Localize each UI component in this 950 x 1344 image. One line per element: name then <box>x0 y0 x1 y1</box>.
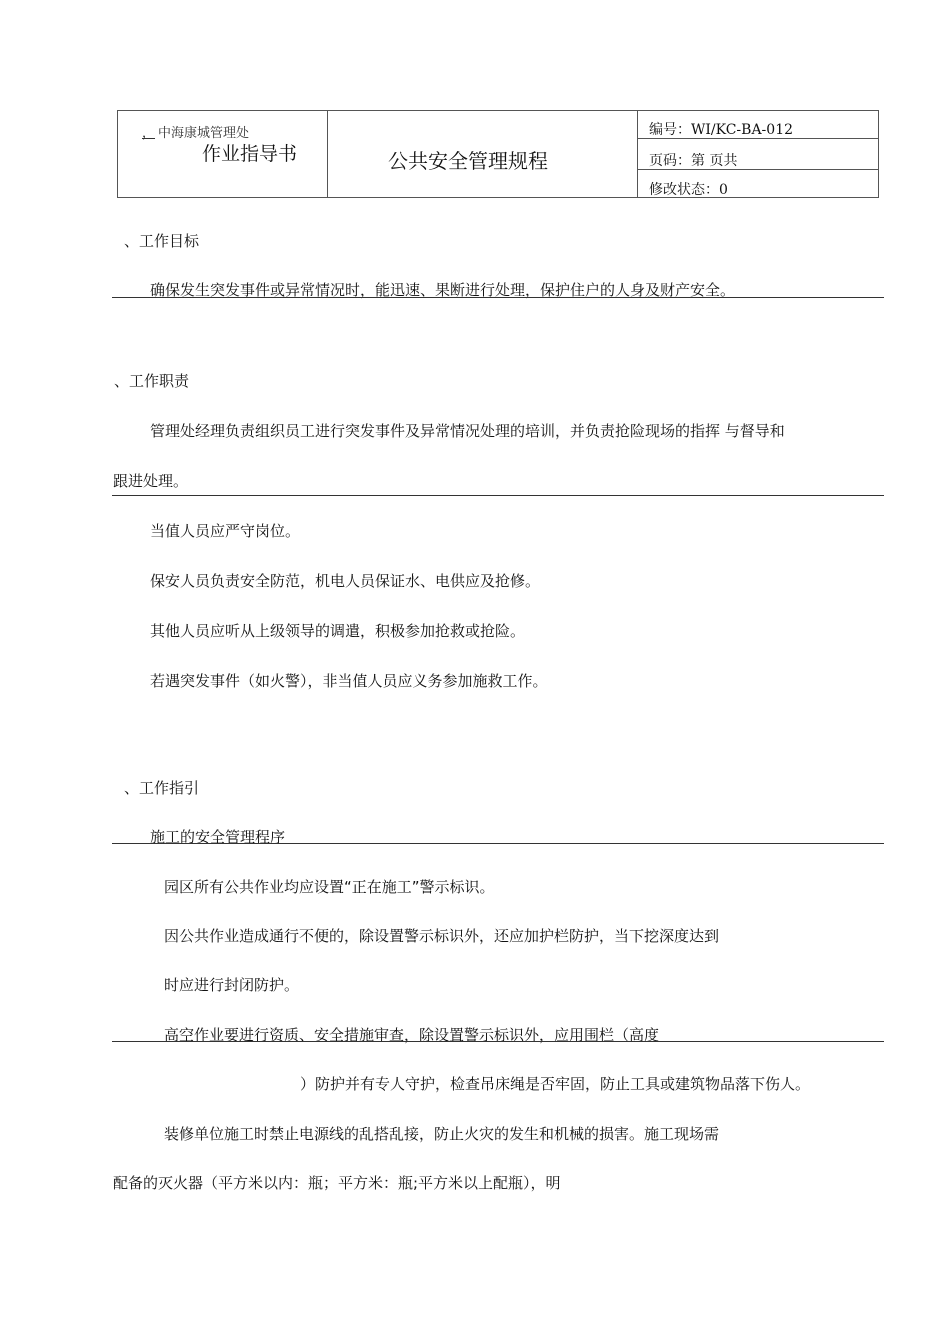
section-heading-duty: 、工作职责 <box>114 372 190 390</box>
duty-line-2: 跟进处理。 <box>113 472 189 490</box>
divider <box>112 297 884 298</box>
revision-row <box>638 170 878 198</box>
guide-paragraph-4b: 配备的灭火器（平方米以内：瓶；平方米：瓶;平方米以上配瓶），明 <box>113 1174 561 1192</box>
doc-number: 编号：WI/KC-BA-012 <box>649 122 794 138</box>
revision-status: 修改状态：0 <box>649 182 728 198</box>
goal-text: 确保发生突发事件或异常情况时，能迅速、果断进行处理，保护住户的人身及财产安全。 <box>150 281 736 299</box>
divider <box>112 1041 884 1042</box>
guide-paragraph-1: 园区所有公共作业均应设置“正在施工”警示标识。 <box>164 878 495 896</box>
doc-type: 作业指导书 <box>202 143 298 165</box>
section-heading-guide: 、工作指引 <box>124 779 200 797</box>
doc-number-row <box>638 111 878 139</box>
divider <box>112 495 884 496</box>
guide-paragraph-2b: 时应进行封闭防护。 <box>164 976 300 994</box>
page-row <box>638 139 878 170</box>
doc-title: 公共安全管理规程 <box>388 149 548 173</box>
guide-paragraph-4a: 装修单位施工时禁止电源线的乱搭乱接，防止火灾的发生和机械的损害。施工现场需 <box>164 1125 720 1143</box>
divider <box>112 843 884 844</box>
page-label: 页码：第 页共 <box>649 153 738 169</box>
guide-paragraph-2a: 因公共作业造成通行不便的，除设置警示标识外，还应加护栏防护，当下挖深度达到 <box>164 927 720 945</box>
duty-item-3: 其他人员应听从上级领导的调遣，积极参加抢救或抢险。 <box>150 622 526 640</box>
duty-item-2: 保安人员负责安全防范，机电人员保证水、电供应及抢修。 <box>150 572 541 590</box>
section-heading-goal: 、工作目标 <box>124 232 200 250</box>
header-org-cell <box>118 111 328 197</box>
duty-item-1: 当值人员应严守岗位。 <box>150 522 301 540</box>
guide-subheading: 施工的安全管理程序 <box>150 828 286 846</box>
org-name-text: 中海康城管理处 <box>158 126 250 141</box>
duty-item-4: 若遇突发事件（如火警），非当值人员应义务参加施救工作。 <box>150 672 548 690</box>
guide-paragraph-3b: ）防护并有专人守护，检查吊床绳是否牢固，防止工具或建筑物品落下伤人。 <box>300 1075 811 1093</box>
org-mark: ， <box>142 126 156 141</box>
header-meta-cell <box>638 111 878 197</box>
duty-line-1: 管理处经理负责组织员工进行突发事件及异常情况处理的培训，并负责抢险现场的指挥 与督导和 <box>150 422 785 440</box>
guide-paragraph-3a: 高空作业要进行资质、安全措施审查，除设置警示标识外，应用围栏（高度 <box>164 1026 660 1044</box>
header-title-cell <box>328 111 638 197</box>
document-header-table <box>117 110 879 198</box>
